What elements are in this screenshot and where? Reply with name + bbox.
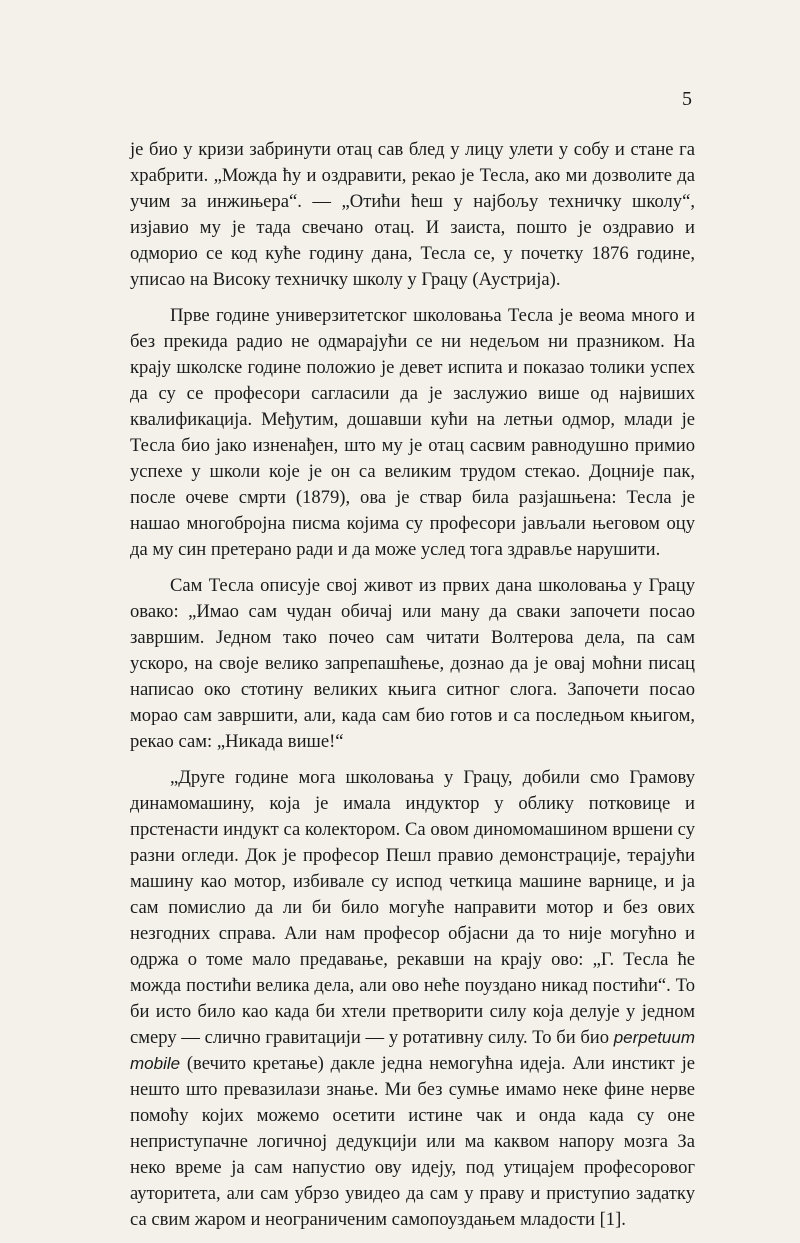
latin-term: perpetuum mobile bbox=[130, 1028, 695, 1073]
paragraph-1: је био у кризи забринути отац сав блед у лицу улети у собу и стане га храбрити. „Можда ћу и оздравити, рекао је Тесла, ако ми дозволите да учим за инжињера“. — „Отићи ћеш у најбољу техничку школу“, изјавио му је тада свечано отац. И заиста, пошто је оздравио и одморио се код куће годину дана, Тесла се, у почетку 1876 године, уписао на Високу техничку школу у Грацу (Аустрија). bbox=[130, 139, 695, 290]
paragraph-4 bbox=[130, 765, 695, 1233]
paragraph-2: Прве године универзитетског школовања Тесла је веома много и без прекида радио не одмарајући се ни недељом ни празником. На крају школске године положио је девет испита и показао толики успех да су се професори сагласили да је заслужио више од највиших квалификација. Међутим, дошавши кући на летњи одмор, млади је Тесла био јако изненађен, што му је отац сасвим равнодушно примио успехе у школи које је он са великим трудом стекао. Доцније пак, после очеве смрти (1879), ова је ствар била разјашњена: Тесла је нашао многобројна писма којима су професори јављали његовом оцу да му син претерано ради и да може услед тога здравље нарушити. bbox=[130, 305, 695, 560]
body-text bbox=[130, 137, 695, 1243]
paragraph-3: Сам Тесла описује свој живот из првих дана школовања у Грацу овако: „Имао сам чудан обичај или ману да сваки започети посао завршим. Једном тако почео сам читати Волтерова дела, па сам ускоро, на своје велико запрепашћење, дознао да је овај моћни писац написао око стотину великих књига ситног слога. Започети посао морао сам завршити, али, када сам био готов и са последњом књигом, рекао сам: „Никада више!“ bbox=[130, 575, 695, 752]
page-number: 5 bbox=[682, 88, 692, 110]
paragraph-4-start: „Друге године мога школовања у Грацу, добили смо Грамову динамомашину, која је имала индуктор у облику потковице и прстенасти индукт са колектором. Са овом диномомашином вршени су разни огледи. Док је професор Пешл правио демонстрације, терајући машину као мотор, избивале су испод четкица машине варнице, и ја сам помислио да ли би било могуће направити мотор и без ових незгодних справа. Али нам професор објасни да то није могућно и одржа о томе мало предавање, рекавши на крају ово: „Г. Тесла ће можда постићи велика дела, али ово неће поуздано никад постићи“. То би исто било као када би хтели претворити силу која делује у једном смеру — слично гравитацији — у ротативну силу. То би био bbox=[130, 767, 695, 1048]
paragraph-4-end: (вечито кретање) дакле једна немогућна идеја. Али инстикт је нешто што превазилази знање. Ми без сумње имамо неке фине нерве помоћу којих можемо осетити истине чак и онда када су оне неприступачне логичној дедукцији или ма каквом напору мозга За неко време ја сам напустио ову идеју, под утицајем професоровог ауторитета, али сам убрзо увидео да сам у праву и приступио задатку са свим жаром и неограниченим самопоуздањем младости [1]. bbox=[130, 1053, 695, 1230]
